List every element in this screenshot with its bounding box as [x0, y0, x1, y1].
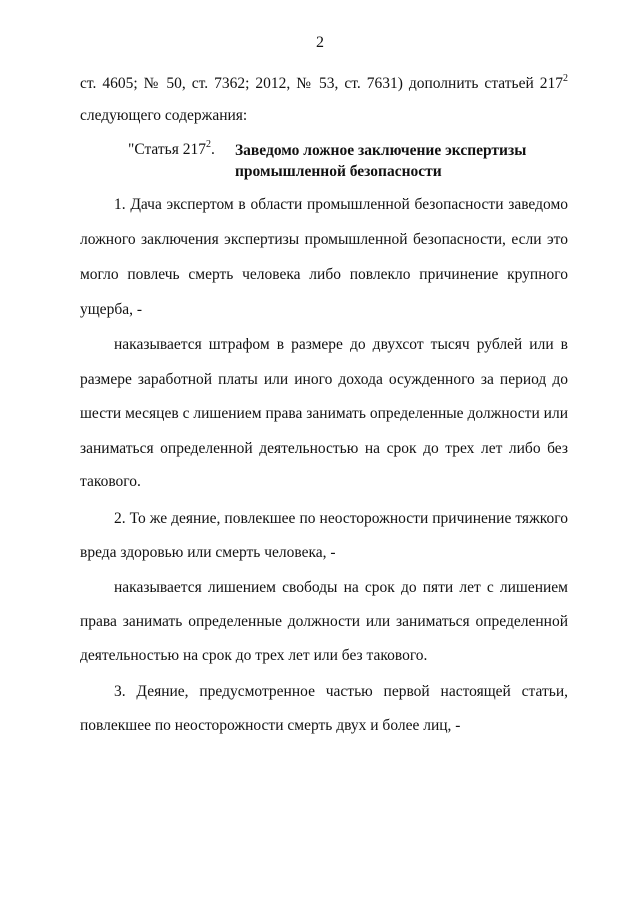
paragraph-4-line-1: наказывается лишением свободы на срок до пяти лет с лишением — [114, 579, 568, 596]
paragraph-2-line-5: такового. — [80, 473, 141, 490]
paragraph-2-line-1: наказывается штрафом в размере до двухсот тысяч рублей или в — [114, 336, 568, 353]
paragraph-1-line-4: ущерба, - — [80, 301, 142, 318]
intro-superscript: 2 — [563, 73, 568, 84]
article-title-line-2: промышленной безопасности — [235, 163, 442, 180]
paragraph-1-line-3: могло повлечь смерть человека либо повлекло причинение крупного — [80, 266, 568, 283]
paragraph-2-line-3: шести месяцев с лишением права занимать определенные должности или — [80, 405, 568, 422]
paragraph-2-line-4: заниматься определенной деятельностью на срок до трех лет либо без — [80, 440, 568, 457]
paragraph-4-line-3: деятельностью на срок до трех лет или без такового. — [80, 647, 428, 664]
paragraph-1-line-2: ложного заключения экспертизы промышленной безопасности, если это — [80, 231, 568, 248]
intro-line-1-text: ст. 4605; № 50, ст. 7362; 2012, № 53, ст. 7631) дополнить статьей 217 — [80, 75, 563, 92]
article-label-dot: . — [211, 141, 215, 158]
paragraph-3-line-2: вреда здоровью или смерть человека, - — [80, 544, 336, 561]
paragraph-5-line-2: повлекшее по неосторожности смерть двух и более лиц, - — [80, 717, 461, 734]
page-number: 2 — [316, 34, 324, 51]
article-title-line-1: Заведомо ложное заключение экспертизы — [235, 142, 527, 159]
article-label-superscript: 2 — [206, 139, 211, 150]
paragraph-1-line-1: 1. Дача экспертом в области промышленной безопасности заведомо — [114, 196, 568, 213]
article-label-text: "Статья 217 — [128, 141, 206, 158]
intro-line-2: следующего содержания: — [80, 107, 248, 124]
article-label — [128, 140, 215, 162]
paragraph-2-line-2: размере заработной платы или иного дохода осужденного за период до — [80, 371, 568, 388]
article-title — [235, 140, 555, 182]
paragraph-5-line-1: 3. Деяние, предусмотренное частью первой настоящей статьи, — [114, 683, 568, 700]
paragraph-3-line-1: 2. То же деяние, повлекшее по неосторожности причинение тяжкого — [114, 510, 568, 527]
intro-line-1 — [80, 74, 568, 94]
paragraph-4-line-2: права занимать определенные должности или заниматься определенной — [80, 613, 568, 630]
